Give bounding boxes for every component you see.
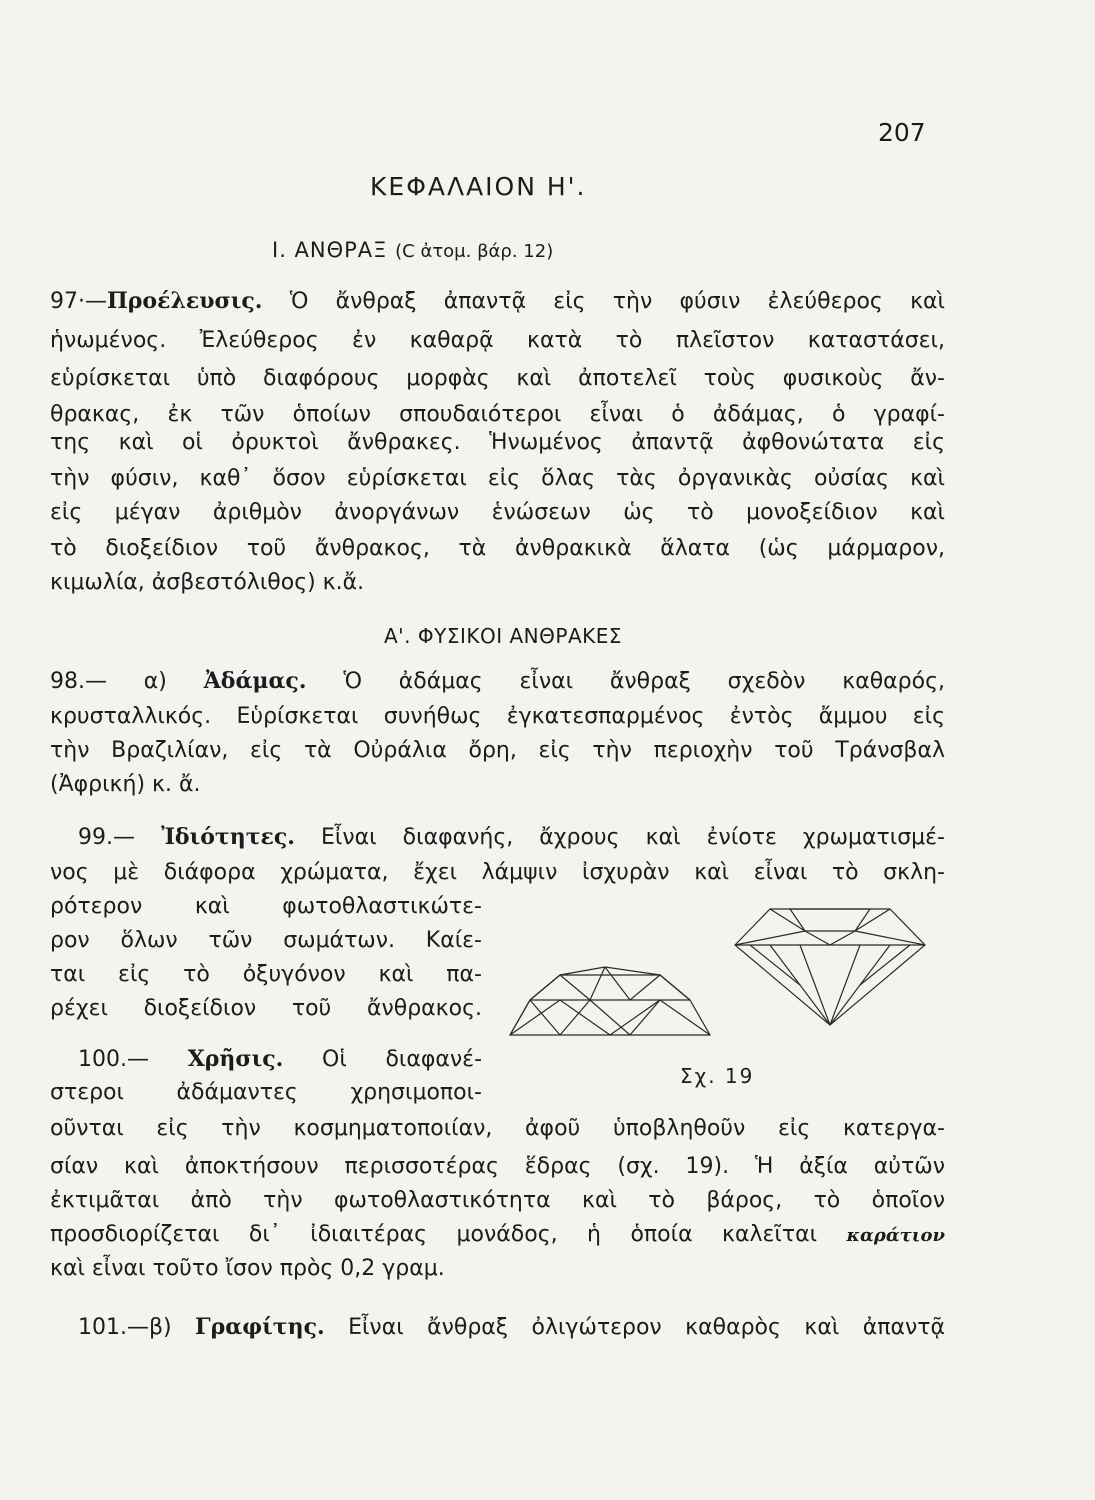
section-title-text: Ι. ΑΝΘΡΑΞ bbox=[272, 238, 388, 262]
p101-line-1 bbox=[78, 1312, 945, 1343]
p98-line-1 bbox=[50, 666, 945, 697]
p97-heading: Προέλευσις. bbox=[107, 288, 263, 314]
p100-line-3: οῦνται εἰς τὴν κοσμηματοποιίαν, ἀφοῦ ὑποβληθοῦν εἰς κατεργα- bbox=[50, 1116, 945, 1141]
section-title bbox=[272, 238, 553, 262]
p101-number: 101.—β) bbox=[78, 1315, 172, 1340]
p101-heading: Γραφίτης. bbox=[195, 1314, 325, 1340]
p99-line-6: ρέχει διοξείδιον τοῦ ἄνθρακος. bbox=[50, 996, 482, 1021]
p98-heading: Ἀδάμας. bbox=[203, 668, 307, 694]
p100-line-5: ἐκτιμᾶται ἀπὸ τὴν φωτοθλαστικότητα καὶ τὸ βάρος, τὸ ὁποῖον bbox=[50, 1188, 945, 1213]
p100-line-1 bbox=[78, 1044, 482, 1075]
p100-number: 100.— bbox=[78, 1047, 149, 1072]
p97-number: 97·— bbox=[50, 289, 107, 314]
p97-line-8: τὸ διοξείδιον τοῦ ἄνθρακος, τὰ ἀνθρακικὰ ἅλατα (ὡς μάρμαρον, bbox=[50, 536, 945, 561]
p99-heading: Ἰδιότητες. bbox=[161, 824, 295, 850]
p100-line-4: σίαν καὶ ἀποκτήσουν περισσοτέρας ἕδρας (σχ. 19). Ἡ ἀξία αὐτῶν bbox=[50, 1154, 945, 1179]
p99-line-1 bbox=[78, 822, 945, 853]
p100-term: καράτιον bbox=[846, 1225, 945, 1246]
p97-line-3: εὑρίσκεται ὑπὸ διαφόρους μορφὰς καὶ ἀποτελεῖ τοὺς φυσικοὺς ἄν- bbox=[50, 366, 945, 391]
p100-heading: Χρῆσις. bbox=[187, 1046, 284, 1072]
chapter-title: ΚΕΦΑΛΑΙΟΝ Η'. bbox=[370, 172, 587, 201]
p97-text: Ὁ ἄνθραξ ἀπαντᾷ εἰς τὴν φύσιν ἐλεύθερος καὶ bbox=[289, 289, 945, 314]
p99-line-2: νος μὲ διάφορα χρώματα, ἔχει λάμψιν ἰσχυρὰν καὶ εἶναι τὸ σκλη- bbox=[50, 860, 945, 885]
p97-line-5: της καὶ οἱ ὀρυκτοὶ ἄνθρακες. Ἡνωμένος ἀπαντᾷ ἀφθονώτατα εἰς bbox=[50, 430, 945, 455]
page-number: 207 bbox=[878, 118, 926, 147]
p98-line-2: κρυσταλλικός. Εὑρίσκεται συνήθως ἐγκατεσπαρμένος ἐντὸς ἄμμου εἰς bbox=[50, 704, 945, 729]
figure-caption: Σχ. 19 bbox=[680, 1064, 755, 1088]
p100-text-6: προσδιορίζεται δι᾽ ἰδιαιτέρας μονάδος, ἡ ὁποία καλεῖται bbox=[50, 1222, 818, 1247]
p101-text: Εἶναι ἄνθραξ ὀλιγώτερον καθαρὸς καὶ ἀπαντᾷ bbox=[348, 1315, 945, 1340]
p97-line-1 bbox=[50, 286, 945, 317]
p99-line-4: ρον ὅλων τῶν σωμάτων. Καίε- bbox=[50, 928, 482, 953]
p99-text: Εἶναι διαφανής, ἄχρους καὶ ἐνίοτε χρωματισμέ- bbox=[321, 825, 945, 850]
p97-line-4: θρακας, ἐκ τῶν ὁποίων σπουδαιότεροι εἶναι ὁ ἀδάμας, ὁ γραφί- bbox=[50, 402, 945, 427]
p97-line-2: ἡνωμένος. Ἐλεύθερος ἐν καθαρᾷ κατὰ τὸ πλεῖστον καταστάσει, bbox=[50, 328, 945, 353]
p98-line-3: τὴν Βραζιλίαν, εἰς τὰ Οὐράλια ὄρη, εἰς τὴν περιοχὴν τοῦ Τράνσβαλ bbox=[50, 738, 945, 763]
diamond-figure bbox=[500, 895, 960, 1055]
p100-line-6 bbox=[50, 1220, 945, 1251]
diamond-brilliant-cut-drawing bbox=[735, 909, 925, 1025]
p98-text: Ὁ ἀδάμας εἶναι ἄνθραξ σχεδὸν καθαρός, bbox=[343, 669, 945, 694]
p97-line-9: κιμωλία, ἀσβεστόλιθος) κ.ἄ. bbox=[50, 570, 365, 595]
p100-text: Οἱ διαφανέ- bbox=[322, 1047, 483, 1072]
p100-line-2: στεροι ἀδάμαντες χρησιμοποι- bbox=[50, 1080, 482, 1105]
p99-number: 99.— bbox=[78, 825, 135, 850]
p98-number: 98.— α) bbox=[50, 669, 167, 694]
p97-line-7: εἰς μέγαν ἀριθμὸν ἀνοργάνων ἑνώσεων ὡς τὸ μονοξείδιον καὶ bbox=[50, 500, 945, 525]
section-subtitle: (C ἀτομ. βάρ. 12) bbox=[395, 241, 554, 262]
p98-line-4: (Ἀφρική) κ. ἄ. bbox=[50, 772, 201, 797]
p97-line-6: τὴν φύσιν, καθ᾽ ὅσον εὑρίσκεται εἰς ὅλας τὰς ὀργανικὰς οὐσίας καὶ bbox=[50, 466, 945, 491]
p99-line-3: ρότερον καὶ φωτοθλαστικώτε- bbox=[50, 894, 482, 919]
subsection-heading: Α'. ΦΥΣΙΚΟΙ ΑΝΘΡΑΚΕΣ bbox=[384, 624, 623, 648]
p99-line-5: ται εἰς τὸ ὀξυγόνον καὶ πα- bbox=[50, 962, 482, 987]
p100-line-7: καὶ εἶναι τοῦτο ἴσον πρὸς 0,2 γραμ. bbox=[50, 1256, 445, 1281]
diamond-rose-cut-drawing bbox=[510, 967, 710, 1035]
